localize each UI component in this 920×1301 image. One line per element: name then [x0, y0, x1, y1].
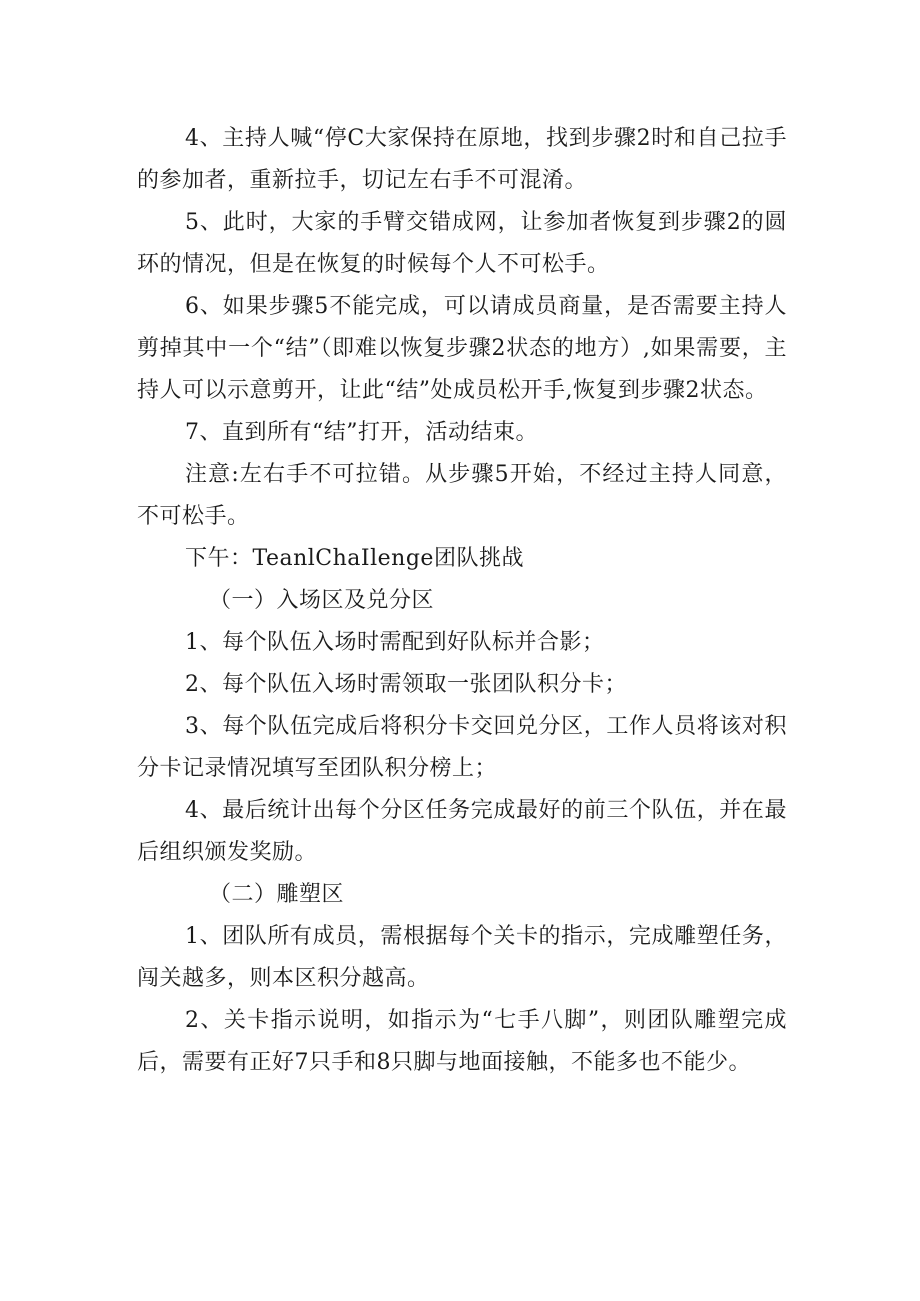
paragraph-afternoon-heading: 下午：TeanlChaIlenge团队挑战 [185, 546, 524, 571]
paragraph-entry-1: 1、每个队伍入场时需配到好队标并合影； [185, 630, 605, 655]
paragraph-sculpture-2: 2、关卡指示说明，如指示为“七手八脚”，则团队雕塑完成后，需要有正好7只手和8只脚与地面接触，不能多也不能少。 [137, 1008, 787, 1075]
paragraph-entry-3: 3、每个队伍完成后将积分卡交回兑分区，工作人员将该对积分卡记录情况填写至团队积分榜上； [137, 714, 787, 781]
paragraph-step-4: 4、主持人喊“停C大家保持在原地，找到步骤2时和自己拉手的参加者，重新拉手，切记左右手不可混淆。 [137, 126, 787, 193]
section-heading-entry-area: （一）入场区及兑分区 [209, 588, 435, 613]
section-heading-sculpture-area: （二）雕塑区 [209, 882, 345, 907]
paragraph-step-7: 7、直到所有“结”打开，活动结束。 [185, 420, 538, 445]
paragraph-note: 注意:左右手不可拉错。从步骤5开始，不经过主持人同意，不可松手。 [137, 462, 787, 529]
document-body [137, 118, 787, 1084]
paragraph-step-5: 5、此时，大家的手臂交错成网，让参加者恢复到步骤2的圆环的情况，但是在恢复的时候每个人不可松手。 [137, 210, 787, 277]
paragraph-step-6: 6、如果步骤5不能完成，可以请成员商量，是否需要主持人剪掉其中一个“结”（即难以恢复步骤2状态的地方）,如果需要，主持人可以示意剪开，让此“结”处成员松开手,恢复到步骤2状态。 [137, 294, 787, 403]
paragraph-entry-4: 4、最后统计出每个分区任务完成最好的前三个队伍，并在最后组织颁发奖励。 [137, 798, 787, 865]
paragraph-entry-2: 2、每个队伍入场时需领取一张团队积分卡； [185, 672, 627, 697]
paragraph-sculpture-1: 1、团队所有成员，需根据每个关卡的指示，完成雕塑任务，闯关越多，则本区积分越高。 [137, 924, 787, 991]
